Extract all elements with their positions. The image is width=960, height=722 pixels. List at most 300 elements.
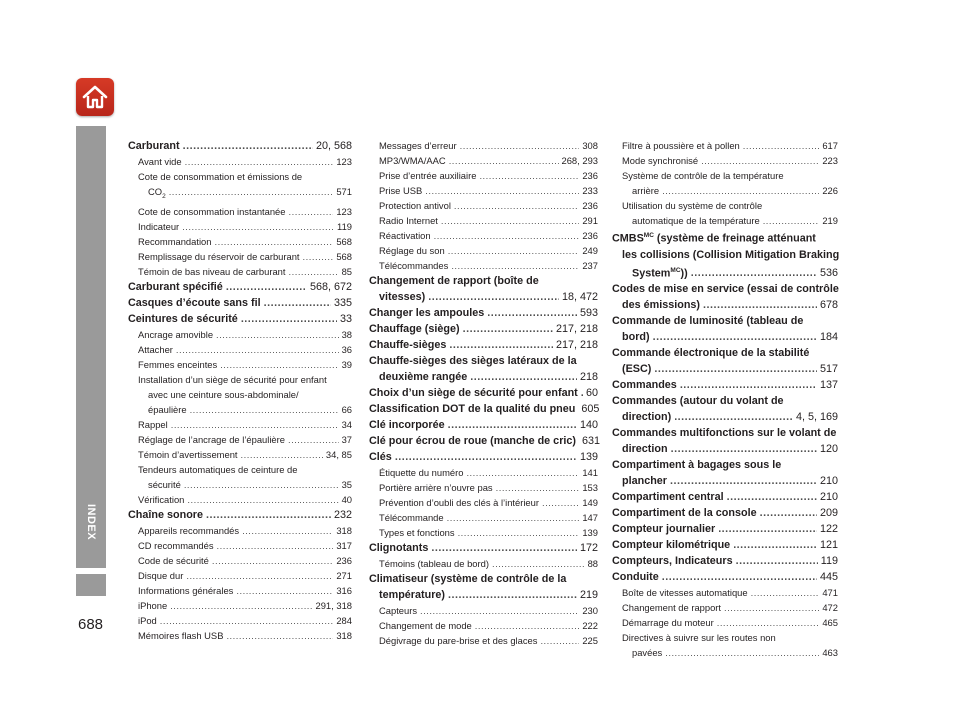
page-reference[interactable]: 39 xyxy=(341,358,352,370)
page-reference[interactable]: 137 xyxy=(819,379,838,392)
index-entry[interactable] xyxy=(369,417,598,433)
page-reference[interactable]: 149 xyxy=(582,497,598,508)
index-entry[interactable] xyxy=(128,447,352,462)
index-entry[interactable] xyxy=(128,204,352,219)
index-entry[interactable] xyxy=(612,153,838,168)
index-entry[interactable] xyxy=(128,295,352,311)
entry-line[interactable] xyxy=(612,198,838,213)
entry-text: Témoin de bas niveau de carburant xyxy=(138,265,286,277)
page-reference[interactable]: 236 xyxy=(336,554,352,566)
leader-dots xyxy=(671,441,817,457)
entry-text: Compteur journalier xyxy=(612,523,716,536)
index-entry[interactable] xyxy=(128,154,352,169)
index-entry[interactable] xyxy=(612,600,838,615)
entry-label xyxy=(138,357,217,372)
page-reference[interactable]: 123 xyxy=(336,205,352,217)
entry-text: Attacher xyxy=(138,343,173,355)
index-entry[interactable] xyxy=(128,492,352,507)
entry-text: Installation d’un siège de sécurité pour enfant xyxy=(138,373,327,385)
page-reference[interactable]: 318 xyxy=(336,524,352,536)
entry-label xyxy=(138,538,214,553)
entry-text: Télécommandes xyxy=(379,260,449,271)
leader-dots xyxy=(653,329,817,345)
page-reference[interactable]: 34 xyxy=(341,418,352,430)
index-entry[interactable] xyxy=(128,538,352,553)
entry-label xyxy=(612,489,724,505)
leader-dots xyxy=(441,213,579,228)
leader-dots xyxy=(212,553,333,568)
entry-label xyxy=(369,449,392,465)
index-entry[interactable] xyxy=(369,556,598,571)
index-entry[interactable] xyxy=(369,603,598,618)
home-button[interactable] xyxy=(76,78,114,116)
leader-dots xyxy=(169,184,334,199)
entry-text-cont: bord) xyxy=(622,331,650,344)
entry-line[interactable] xyxy=(612,345,838,361)
entry-label xyxy=(138,613,157,628)
page-reference[interactable]: 593 xyxy=(579,307,598,319)
leader-dots xyxy=(303,249,334,264)
leader-dots xyxy=(496,480,580,495)
entry-line[interactable] xyxy=(369,353,598,369)
leader-dots xyxy=(217,538,334,553)
page-reference[interactable]: 153 xyxy=(582,482,598,493)
entry-label xyxy=(379,525,455,540)
page-reference[interactable]: 66 xyxy=(341,403,352,415)
page-reference[interactable]: 230 xyxy=(582,605,598,616)
entry-text: Ancrage amovible xyxy=(138,328,214,340)
entry-line[interactable] xyxy=(128,169,352,184)
leader-dots xyxy=(674,409,793,425)
page-reference[interactable]: 536 xyxy=(819,267,838,280)
entry-text: Utilisation du système de contrôle xyxy=(622,200,763,211)
index-entry[interactable] xyxy=(128,523,352,538)
page-reference[interactable]: 85 xyxy=(341,265,352,277)
entry-text: Appareils recommandés xyxy=(138,524,240,536)
index-entry[interactable] xyxy=(128,432,352,447)
entry-label xyxy=(379,618,472,633)
index-entry[interactable] xyxy=(128,477,352,492)
page-reference[interactable]: 36 xyxy=(341,343,352,355)
index-entry[interactable] xyxy=(612,537,838,553)
index-entry[interactable] xyxy=(128,219,352,234)
index-entry[interactable] xyxy=(612,441,838,457)
page-reference[interactable]: 271 xyxy=(336,569,352,581)
index-entry[interactable] xyxy=(369,153,598,168)
entry-label xyxy=(379,138,457,153)
index-entry[interactable] xyxy=(369,480,598,495)
entry-line[interactable] xyxy=(612,313,838,329)
superscript: MC xyxy=(643,232,654,239)
entry-text: Indicateur xyxy=(138,220,180,232)
page-reference[interactable]: 232 xyxy=(333,508,352,521)
entry-label xyxy=(379,153,446,168)
entry-line[interactable] xyxy=(612,168,838,183)
entry-line[interactable] xyxy=(369,571,598,587)
index-entry[interactable] xyxy=(369,401,598,417)
entry-line[interactable] xyxy=(128,387,352,402)
page-reference[interactable]: 172 xyxy=(579,542,598,554)
entry-line[interactable] xyxy=(612,457,838,473)
page-reference[interactable]: 60 xyxy=(585,387,598,399)
entry-line[interactable] xyxy=(369,273,598,289)
leader-dots xyxy=(185,154,334,169)
entry-text: Chaîne sonore xyxy=(128,508,203,521)
page-reference[interactable]: 122 xyxy=(819,523,838,536)
entry-text: Compartiment de la console xyxy=(612,507,757,520)
page-reference[interactable]: 571 xyxy=(336,186,352,197)
index-entry[interactable] xyxy=(369,321,598,337)
entry-line[interactable] xyxy=(612,630,838,645)
entry-label xyxy=(138,583,233,598)
entry-line[interactable] xyxy=(612,281,838,297)
page-reference[interactable]: 233 xyxy=(582,185,598,196)
page-reference[interactable]: 284 xyxy=(336,614,352,626)
entry-text: Remplissage du réservoir de carburant xyxy=(138,250,300,262)
index-entry[interactable] xyxy=(612,329,838,345)
entry-label xyxy=(612,569,659,585)
page-reference[interactable]: 318 xyxy=(336,629,352,641)
entry-text: Prévention d’oubli des clés à l’intérieur xyxy=(379,497,539,508)
entry-label xyxy=(369,401,575,417)
entry-label xyxy=(128,138,180,154)
entry-text: Mode synchronisé xyxy=(622,155,699,166)
entry-label xyxy=(379,213,438,228)
page-reference[interactable]: 631 xyxy=(582,435,601,447)
page-reference[interactable]: 316 xyxy=(336,584,352,596)
index-entry[interactable] xyxy=(128,628,352,643)
index-entry[interactable] xyxy=(612,553,838,569)
page-reference[interactable]: 568 xyxy=(336,250,352,262)
entry-label xyxy=(128,507,203,523)
index-entry[interactable] xyxy=(369,258,598,273)
page-reference[interactable]: 617 xyxy=(822,140,838,151)
index-entry[interactable] xyxy=(128,184,352,204)
entry-text: Compteurs, Indicateurs xyxy=(612,555,733,568)
entry-text: Clé incorporée xyxy=(369,419,445,431)
index-entry[interactable] xyxy=(369,337,598,353)
leader-dots xyxy=(718,521,817,537)
entry-text: Radio Internet xyxy=(379,215,438,226)
page-reference[interactable]: 249 xyxy=(582,245,598,256)
entry-text: Changement de mode xyxy=(379,620,472,631)
entry-label xyxy=(379,243,445,258)
page-reference[interactable]: 226 xyxy=(822,185,838,196)
page-reference[interactable]: 317 xyxy=(336,539,352,551)
entry-label xyxy=(138,249,300,264)
index-entry[interactable] xyxy=(612,377,838,393)
page-reference[interactable]: 37 xyxy=(341,433,352,445)
index-entry[interactable] xyxy=(128,553,352,568)
index-entry[interactable] xyxy=(369,198,598,213)
page-reference[interactable]: 568, 672 xyxy=(309,280,352,293)
page-reference[interactable]: 217, 218 xyxy=(555,339,598,351)
leader-dots xyxy=(701,153,819,168)
page-reference[interactable]: 88 xyxy=(587,558,598,569)
index-entry[interactable] xyxy=(612,615,838,630)
leader-dots xyxy=(703,297,817,313)
entry-text-cont: pavées xyxy=(632,647,663,659)
entry-line[interactable] xyxy=(612,228,838,247)
page-reference[interactable]: 120 xyxy=(819,443,838,456)
entry-text-cont: (ESC) xyxy=(622,363,652,376)
leader-dots xyxy=(187,492,338,507)
index-entry[interactable] xyxy=(369,385,598,401)
entry-label xyxy=(379,183,422,198)
leader-dots xyxy=(206,507,331,523)
page-reference[interactable]: 335 xyxy=(333,296,352,309)
index-entry[interactable] xyxy=(369,433,601,449)
index-entry[interactable] xyxy=(369,243,598,258)
page-reference[interactable]: 605 xyxy=(581,403,600,415)
page-reference[interactable]: 20, 568 xyxy=(315,140,352,152)
page-reference[interactable]: 465 xyxy=(822,617,838,629)
entry-text: Cote de consommation instantanée xyxy=(138,205,286,217)
entry-text: Carburant xyxy=(128,140,180,152)
entry-label xyxy=(379,369,467,385)
entry-line[interactable] xyxy=(128,372,352,387)
entry-line[interactable] xyxy=(612,425,838,441)
superscript: MC xyxy=(670,266,681,274)
leader-dots xyxy=(540,633,579,648)
page-reference[interactable]: 139 xyxy=(582,527,598,538)
index-entry[interactable] xyxy=(128,402,352,417)
leader-dots xyxy=(665,645,819,660)
entry-text: Compartiment central xyxy=(612,491,724,504)
index-column-2 xyxy=(369,138,601,648)
index-entry[interactable] xyxy=(612,489,838,505)
index-entry[interactable] xyxy=(612,585,838,600)
leader-dots xyxy=(542,495,579,510)
entry-label xyxy=(612,537,730,553)
entry-label xyxy=(138,523,239,538)
index-entry[interactable] xyxy=(369,183,598,198)
index-entry[interactable] xyxy=(369,540,598,556)
entry-text: Carburant spécifié xyxy=(128,280,223,293)
page-reference[interactable]: 4, 5, 169 xyxy=(795,411,838,424)
page-reference[interactable]: 472 xyxy=(822,602,838,614)
index-entry[interactable] xyxy=(369,168,598,183)
entry-text: Recommandation xyxy=(138,235,212,247)
page-reference[interactable]: 678 xyxy=(819,299,838,312)
page-reference[interactable]: 38 xyxy=(341,328,352,340)
index-entry[interactable] xyxy=(128,311,352,327)
index-entry[interactable] xyxy=(612,138,838,153)
index-entry[interactable] xyxy=(369,587,598,603)
index-entry[interactable] xyxy=(128,264,352,279)
page-reference[interactable]: 236 xyxy=(582,200,598,211)
page-reference[interactable]: 517 xyxy=(819,363,838,376)
entry-label xyxy=(138,492,184,507)
entry-label xyxy=(138,342,173,357)
leader-dots xyxy=(241,311,337,327)
entry-text: Types et fonctions xyxy=(379,527,455,538)
entry-text: Directives à suivre sur les routes non xyxy=(622,632,776,644)
index-entry[interactable] xyxy=(612,297,838,313)
index-entry[interactable] xyxy=(612,409,838,425)
page-reference[interactable]: 141 xyxy=(582,467,598,478)
index-entry[interactable] xyxy=(128,613,352,628)
index-entry[interactable] xyxy=(612,645,838,660)
entry-text: Réactivation xyxy=(379,230,431,241)
entry-text: Avant vide xyxy=(138,156,182,167)
index-entry[interactable] xyxy=(128,234,352,249)
entry-text-cont: arrière xyxy=(632,185,660,196)
page-reference[interactable]: 210 xyxy=(819,491,838,504)
page-reference[interactable]: 147 xyxy=(582,512,598,523)
entry-line[interactable] xyxy=(612,247,838,263)
index-entry[interactable] xyxy=(369,510,598,525)
entry-text: Système de contrôle de la température xyxy=(622,170,784,181)
entry-text-cont: )) xyxy=(680,267,688,280)
entry-label xyxy=(622,409,671,425)
index-entry[interactable] xyxy=(128,417,352,432)
page-reference[interactable]: 34, 85 xyxy=(325,448,352,460)
page-reference[interactable]: 139 xyxy=(579,451,598,463)
entry-label xyxy=(369,385,578,401)
entry-text: Étiquette du numéro xyxy=(379,467,464,478)
leader-dots xyxy=(458,525,580,540)
index-entry[interactable] xyxy=(369,305,598,321)
entry-line[interactable] xyxy=(128,462,352,477)
leader-dots xyxy=(448,417,577,433)
leader-dots xyxy=(662,183,819,198)
index-entry[interactable] xyxy=(369,633,598,648)
page-reference[interactable]: 40 xyxy=(341,493,352,505)
page-reference[interactable]: 225 xyxy=(582,635,598,646)
entry-label xyxy=(379,228,431,243)
index-entry[interactable] xyxy=(128,357,352,372)
leader-dots xyxy=(264,295,331,311)
page-reference[interactable]: 184 xyxy=(819,331,838,344)
page-reference[interactable]: 291, 318 xyxy=(315,599,352,611)
index-entry[interactable] xyxy=(128,598,352,613)
page-reference[interactable]: 236 xyxy=(582,230,598,241)
index-entry[interactable] xyxy=(612,213,838,228)
index-entry[interactable] xyxy=(369,369,598,385)
entry-label xyxy=(622,329,650,345)
leader-dots xyxy=(289,204,334,219)
page-reference[interactable]: 445 xyxy=(819,571,838,584)
entry-text: Télécommande xyxy=(379,512,444,523)
leader-dots xyxy=(581,385,583,401)
index-entry[interactable] xyxy=(128,327,352,342)
index-entry[interactable] xyxy=(612,521,838,537)
entry-label xyxy=(138,234,211,249)
page-reference[interactable]: 33 xyxy=(339,312,352,325)
leader-dots xyxy=(479,168,579,183)
leader-dots xyxy=(475,618,580,633)
index-entry[interactable] xyxy=(612,263,838,282)
index-entry[interactable] xyxy=(612,473,838,489)
index-entry[interactable] xyxy=(612,569,838,585)
entry-line[interactable] xyxy=(612,393,838,409)
index-entry[interactable] xyxy=(612,361,838,377)
index-tab-label: INDEX xyxy=(85,503,97,541)
entry-label xyxy=(622,361,651,377)
page-reference[interactable]: 209 xyxy=(819,507,838,520)
index-entry[interactable] xyxy=(369,449,598,465)
index-entry[interactable] xyxy=(369,138,598,153)
page-reference[interactable]: 268, 293 xyxy=(561,155,598,166)
index-entry[interactable] xyxy=(128,507,352,523)
entry-text: Ceintures de sécurité xyxy=(128,312,238,325)
entry-text: Prise USB xyxy=(379,185,423,196)
index-entry[interactable] xyxy=(369,495,598,510)
entry-text-cont: température) xyxy=(379,589,445,601)
index-entry[interactable] xyxy=(128,138,352,154)
page-reference[interactable]: 308 xyxy=(582,140,598,151)
entry-label xyxy=(379,258,448,273)
page-reference[interactable]: 218 xyxy=(579,371,598,383)
page-reference[interactable]: 463 xyxy=(822,647,838,659)
page-reference[interactable]: 219 xyxy=(579,589,598,601)
page-reference[interactable]: 119 xyxy=(820,555,838,568)
index-entry[interactable] xyxy=(128,583,352,598)
page-reference[interactable]: 222 xyxy=(582,620,598,631)
page-reference[interactable]: 123 xyxy=(336,156,352,167)
page-reference[interactable]: 210 xyxy=(819,475,838,488)
index-entry[interactable] xyxy=(369,289,598,305)
page-reference[interactable]: 35 xyxy=(341,478,352,490)
leader-dots xyxy=(184,477,339,492)
page-reference[interactable]: 121 xyxy=(819,539,838,552)
page-reference[interactable]: 18, 472 xyxy=(561,291,598,303)
index-entry[interactable] xyxy=(369,618,598,633)
page-reference[interactable]: 119 xyxy=(337,220,352,232)
leader-dots xyxy=(736,553,818,569)
entry-label xyxy=(612,505,757,521)
page-reference[interactable]: 223 xyxy=(822,155,838,166)
index-entry[interactable] xyxy=(612,183,838,198)
entry-label xyxy=(379,556,489,571)
entry-label xyxy=(128,279,223,295)
page-reference[interactable]: 568 xyxy=(336,235,352,247)
page-reference[interactable]: 237 xyxy=(582,260,598,271)
page-reference[interactable]: 291 xyxy=(582,215,598,226)
index-entry[interactable] xyxy=(128,279,352,295)
leader-dots xyxy=(186,568,333,583)
page-reference[interactable]: 471 xyxy=(822,587,838,599)
index-entry[interactable] xyxy=(369,228,598,243)
page-reference[interactable]: 219 xyxy=(822,215,838,226)
index-entry[interactable] xyxy=(128,342,352,357)
index-entry[interactable] xyxy=(369,525,598,540)
entry-label xyxy=(622,585,748,600)
leader-dots xyxy=(171,417,339,432)
index-entry[interactable] xyxy=(128,568,352,583)
index-entry[interactable] xyxy=(612,505,838,521)
leader-dots xyxy=(760,505,817,521)
index-entry[interactable] xyxy=(369,213,598,228)
page-reference[interactable]: 217, 218 xyxy=(555,323,598,335)
page-reference[interactable]: 236 xyxy=(582,170,598,181)
leader-dots xyxy=(751,585,820,600)
entry-label xyxy=(369,417,445,433)
entry-text: Commande électronique de la stabilité xyxy=(612,347,810,360)
entry-text-cont: direction xyxy=(622,443,668,456)
leader-dots xyxy=(466,465,579,480)
leader-dots xyxy=(226,628,333,643)
entry-text: Mémoires flash USB xyxy=(138,629,224,641)
leader-dots xyxy=(289,264,339,279)
index-entry[interactable] xyxy=(369,465,598,480)
entry-label xyxy=(138,264,286,279)
page-number: 688 xyxy=(78,616,104,633)
page-reference[interactable]: 140 xyxy=(579,419,598,431)
index-entry[interactable] xyxy=(128,249,352,264)
leader-dots xyxy=(451,258,579,273)
